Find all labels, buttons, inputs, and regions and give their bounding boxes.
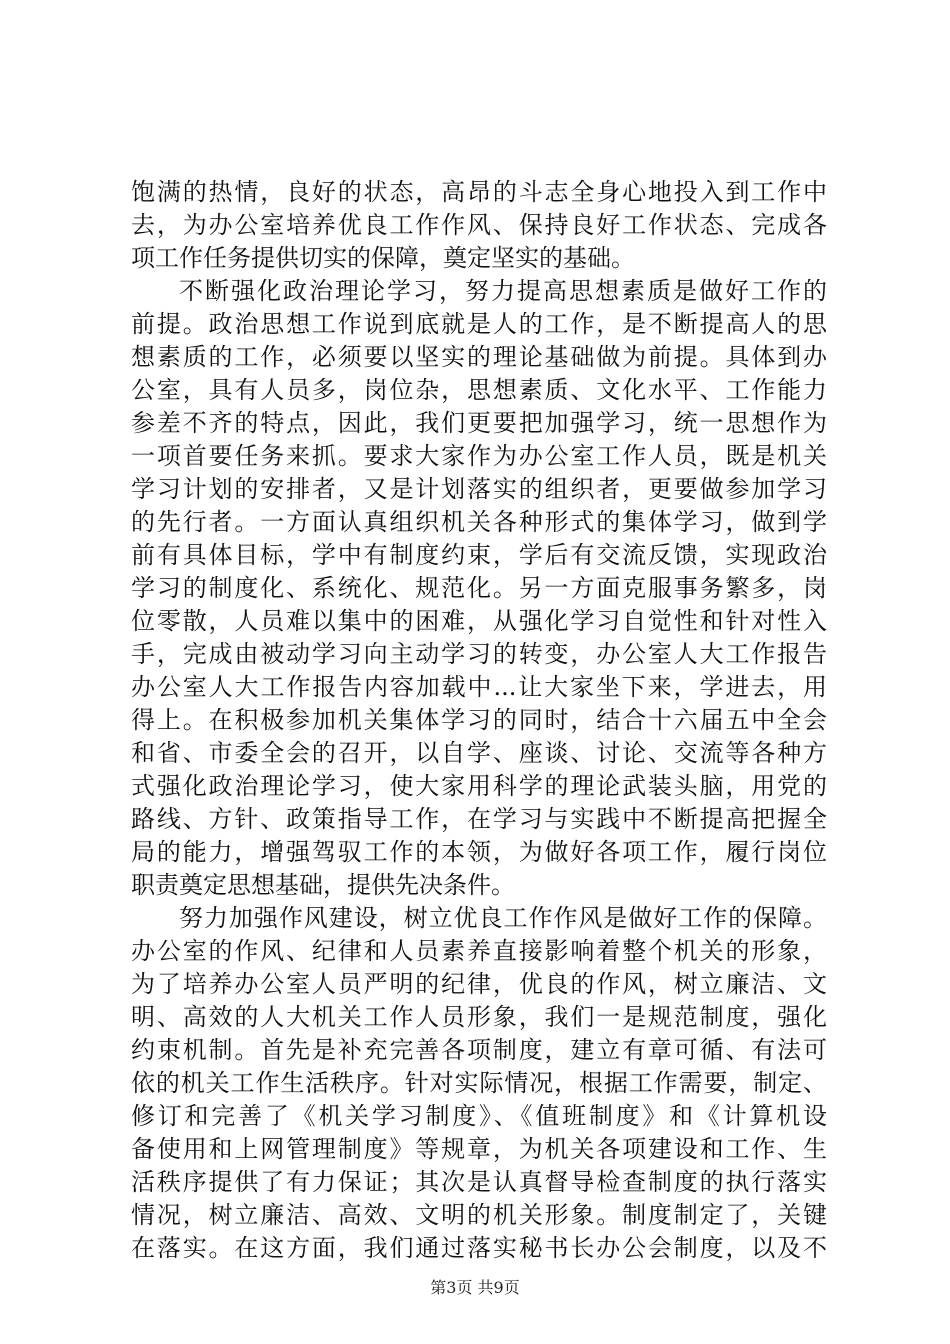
text-line: 约束机制。首先是补充完善各项制度，建立有章可循、有法可 bbox=[131, 1036, 827, 1064]
text-line: 想素质的工作，必须要以坚实的理论基础做为前提。具体到办 bbox=[131, 343, 827, 371]
text-line: 职责奠定思想基础，提供先决条件。 bbox=[131, 871, 515, 899]
text-line: 活秩序提供了有力保证；其次是认真督导检查制度的执行落实 bbox=[131, 1168, 827, 1196]
text-line: 情况，树立廉洁、高效、文明的机关形象。制度制定了，关键 bbox=[131, 1201, 827, 1229]
text-line: 修订和完善了《机关学习制度》、《值班制度》和《计算机设 bbox=[131, 1102, 827, 1130]
text-line: 为了培养办公室人员严明的纪律，优良的作风，树立廉洁、文 bbox=[131, 970, 827, 998]
text-line: 饱满的热情，良好的状态，高昂的斗志全身心地投入到工作中 bbox=[131, 178, 827, 206]
document-body bbox=[131, 176, 827, 1265]
page-footer: 第3页 共9页 bbox=[430, 1278, 520, 1297]
text-line: 学习计划的安排者，又是计划落实的组织者，更要做参加学习 bbox=[131, 475, 827, 503]
text-line: 前提。政治思想工作说到底就是人的工作，是不断提高人的思 bbox=[131, 310, 827, 338]
text-line: 局的能力，增强驾驭工作的本领，为做好各项工作，履行岗位 bbox=[131, 838, 827, 866]
text-line: 去，为办公室培养优良工作作风、保持良好工作状态、完成各 bbox=[131, 211, 827, 239]
text-line: 位零散，人员难以集中的困难，从强化学习自觉性和针对性入 bbox=[131, 607, 827, 635]
text-line: 前有具体目标，学中有制度约束，学后有交流反馈，实现政治 bbox=[131, 541, 827, 569]
text-line: 手，完成由被动学习向主动学习的转变，办公室人大工作报告 bbox=[131, 640, 827, 668]
text-line: 式强化政治理论学习，使大家用科学的理论武装头脑，用党的 bbox=[131, 772, 827, 800]
text-line: 参差不齐的特点，因此，我们更要把加强学习，统一思想作为 bbox=[131, 409, 827, 437]
text-line: 努力加强作风建设，树立优良工作作风是做好工作的保障。 bbox=[179, 904, 827, 932]
text-line: 办公室人大工作报告内容加载中...让大家坐下来，学进去，用 bbox=[131, 673, 827, 701]
text-line: 路线、方针、政策指导工作，在学习与实践中不断提高把握全 bbox=[131, 805, 827, 833]
text-line: 明、高效的人大机关工作人员形象，我们一是规范制度，强化 bbox=[131, 1003, 827, 1031]
text-line: 和省、市委全会的召开，以自学、座谈、讨论、交流等各种方 bbox=[131, 739, 827, 767]
text-line: 备使用和上网管理制度》等规章，为机关各项建设和工作、生 bbox=[131, 1135, 827, 1163]
text-line: 在落实。在这方面，我们通过落实秘书长办公会制度，以及不 bbox=[131, 1234, 827, 1262]
text-line: 学习的制度化、系统化、规范化。另一方面克服事务繁多，岗 bbox=[131, 574, 827, 602]
text-line: 得上。在积极参加机关集体学习的同时，结合十六届五中全会 bbox=[131, 706, 827, 734]
text-line: 公室，具有人员多，岗位杂，思想素质、文化水平、工作能力 bbox=[131, 376, 827, 404]
text-line: 依的机关工作生活秩序。针对实际情况，根据工作需要，制定、 bbox=[131, 1069, 827, 1097]
text-line: 项工作任务提供切实的保障，奠定坚实的基础。 bbox=[131, 244, 635, 272]
text-line: 不断强化政治理论学习，努力提高思想素质是做好工作的 bbox=[179, 277, 827, 305]
text-line: 办公室的作风、纪律和人员素养直接影响着整个机关的形象， bbox=[131, 937, 827, 965]
text-line: 的先行者。一方面认真组织机关各种形式的集体学习，做到学 bbox=[131, 508, 827, 536]
text-line: 一项首要任务来抓。要求大家作为办公室工作人员，既是机关 bbox=[131, 442, 827, 470]
